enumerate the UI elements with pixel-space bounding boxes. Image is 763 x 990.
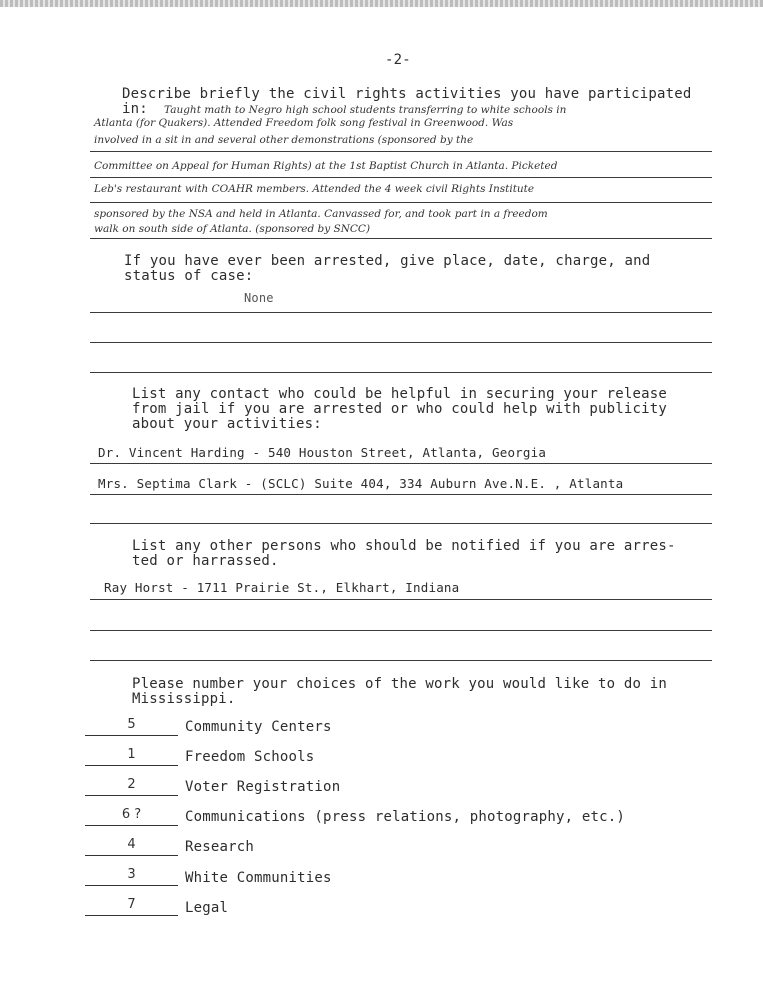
choice-rule [85, 795, 178, 796]
answer-rule [90, 151, 712, 152]
choice-rule [85, 825, 178, 826]
choice-rank: 5 [127, 717, 136, 732]
civil-rights-prompt-line1: Describe briefly the civil rights activities you have participated [122, 86, 692, 102]
civil-rights-answer-line2: Atlanta (for Quakers). Attended Freedom folk song festival in Greenwood. Was [94, 117, 514, 129]
choice-label: Freedom Schools [185, 749, 315, 765]
civil-rights-answer-line3: involved in a sit in and several other demonstrations (sponsored by the [94, 134, 474, 146]
notify-prompt-line2: ted or harrassed. [132, 553, 279, 569]
choice-label: Legal [185, 900, 229, 916]
contact-entry: Mrs. Septima Clark - (SCLC) Suite 404, 334 Auburn Ave.N.E. , Atlanta [98, 476, 624, 491]
answer-rule [90, 630, 712, 631]
choice-rule [85, 765, 178, 766]
arrest-prompt-line2: status of case: [124, 268, 254, 284]
notify-entry: Ray Horst - 1711 Prairie St., Elkhart, Indiana [104, 580, 460, 595]
contact-entry: Dr. Vincent Harding - 540 Houston Street, Atlanta, Georgia [98, 445, 547, 460]
choice-rule [85, 735, 178, 736]
civil-rights-answer-line6: sponsored by the NSA and held in Atlanta. Canvassed for, and took part in a freedom [94, 208, 548, 220]
contacts-prompt-line1: List any contact who could be helpful in securing your release [132, 386, 667, 402]
answer-rule [90, 177, 712, 178]
answer-rule [90, 312, 712, 313]
choice-rank: 3 [127, 867, 136, 882]
civil-rights-answer-line1: Taught math to Negro high school students transferring to white schools in [164, 104, 567, 116]
choice-rule [85, 915, 178, 916]
arrest-answer: None [244, 291, 274, 305]
choice-label: Communications (press relations, photography, etc.) [185, 809, 626, 825]
answer-rule [90, 523, 712, 524]
choice-label: White Communities [185, 870, 332, 886]
answer-rule [90, 463, 712, 464]
contacts-prompt-line3: about your activities: [132, 416, 322, 432]
civil-rights-prompt-line2: in: [122, 101, 148, 117]
arrest-prompt-line1: If you have ever been arrested, give place, date, charge, and [124, 253, 651, 269]
choice-rank: 7 [127, 897, 136, 912]
notify-prompt-line1: List any other persons who should be notified if you are arres- [132, 538, 676, 554]
choice-rank: 2 [127, 777, 136, 792]
answer-rule [90, 599, 712, 600]
civil-rights-answer-line4: Committee on Appeal for Human Rights) at the 1st Baptist Church in Atlanta. Picketed [94, 160, 558, 172]
scan-top-edge [0, 0, 763, 7]
choice-rank: 1 [127, 747, 136, 762]
contacts-prompt-line2: from jail if you are arrested or who could help with publicity [132, 401, 667, 417]
civil-rights-answer-line7: walk on south side of Atlanta. (sponsored by SNCC) [94, 223, 371, 235]
answer-rule [90, 660, 712, 661]
choice-label: Community Centers [185, 719, 332, 735]
work-choices-prompt-line1: Please number your choices of the work you would like to do in [132, 676, 667, 692]
page-number: -2- [385, 52, 411, 68]
choice-rule [85, 855, 178, 856]
answer-rule [90, 238, 712, 239]
work-choices-prompt-line2: Mississippi. [132, 691, 236, 707]
choice-rank: 4 [127, 837, 136, 852]
answer-rule [90, 202, 712, 203]
choice-rule [85, 885, 178, 886]
answer-rule [90, 372, 712, 373]
choice-rank: 6 ? [121, 807, 142, 822]
answer-rule [90, 494, 712, 495]
answer-rule [90, 342, 712, 343]
civil-rights-answer-line5: Leb's restaurant with COAHR members. Attended the 4 week civil Rights Institute [94, 183, 535, 195]
choice-label: Voter Registration [185, 779, 341, 795]
choice-label: Research [185, 839, 255, 855]
